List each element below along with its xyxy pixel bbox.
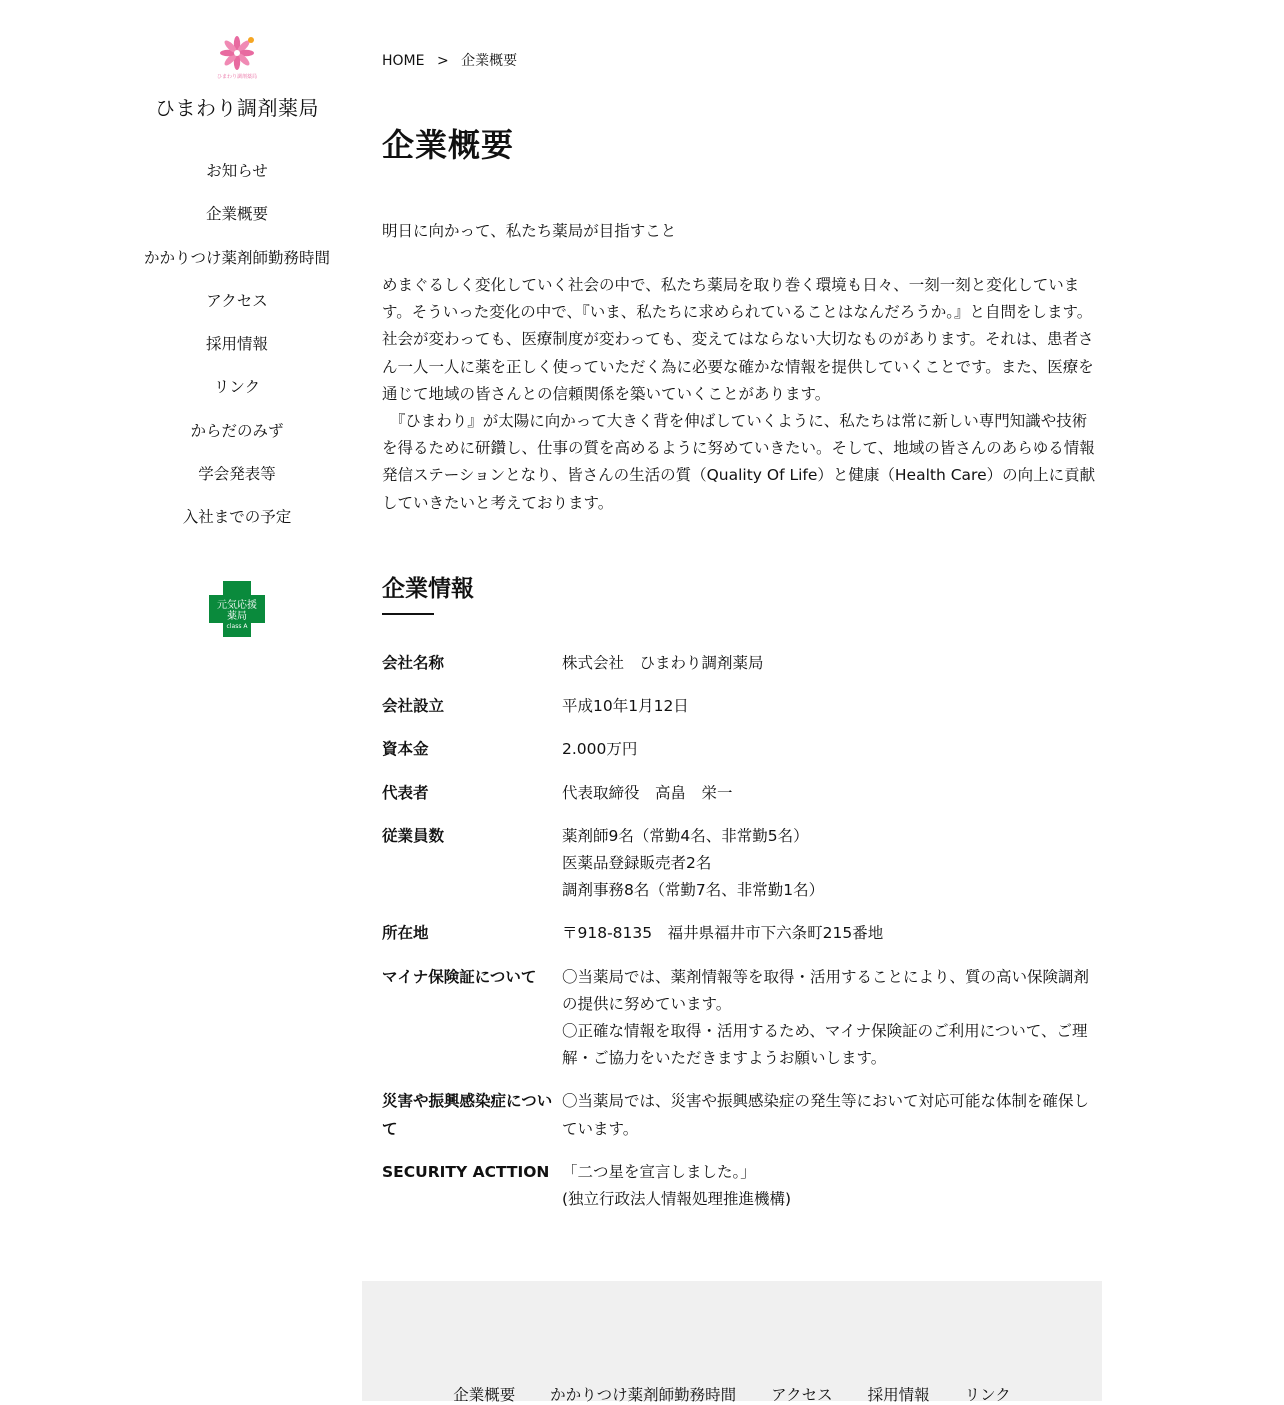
breadcrumb-current: 企業概要 bbox=[461, 53, 518, 69]
footer-link-links[interactable]: リンク bbox=[964, 1386, 1011, 1404]
info-value-line: 〇正確な情報を取得・活用するため、マイナ保険証のご利用について、ご理解・ご協力をいただきますようお願いします。 bbox=[562, 1022, 1088, 1068]
info-label: 従業員数 bbox=[382, 826, 445, 845]
footer-nav bbox=[362, 1383, 1102, 1405]
info-value-line: (独立行政法人情報処理推進機構) bbox=[562, 1190, 792, 1209]
info-value bbox=[562, 920, 1102, 963]
nav-link[interactable]: 採用情報 bbox=[205, 335, 268, 354]
badge-line2: 薬局 bbox=[227, 610, 247, 622]
info-value bbox=[562, 964, 1102, 1089]
nav-link[interactable]: かかりつけ薬剤師勤務時間 bbox=[143, 248, 330, 267]
info-label: 会社設立 bbox=[382, 697, 445, 716]
sidebar bbox=[132, 34, 342, 637]
section-underline bbox=[382, 613, 434, 615]
nav-item-presentations[interactable] bbox=[132, 464, 342, 507]
breadcrumb-home-link[interactable]: HOME bbox=[382, 53, 425, 69]
footer-link-access[interactable]: アクセス bbox=[771, 1386, 833, 1404]
info-value bbox=[562, 780, 1102, 823]
breadcrumb bbox=[382, 50, 517, 70]
nav-item-access[interactable] bbox=[132, 291, 342, 334]
nav-link[interactable]: お知らせ bbox=[206, 162, 268, 180]
info-value bbox=[562, 693, 1102, 736]
footer-link-company[interactable]: 企業概要 bbox=[453, 1386, 516, 1404]
genki-pharmacy-badge[interactable] bbox=[209, 581, 265, 637]
intro-text bbox=[382, 272, 1102, 517]
info-value-line: 調剤事務8名（常勤7名、非常勤1名） bbox=[562, 881, 825, 900]
info-label: 資本金 bbox=[382, 740, 429, 759]
nav-link[interactable]: からだのみず bbox=[190, 421, 284, 440]
badge-line1: 元気応援 bbox=[217, 599, 257, 611]
section-title-company-info: 企業情報 bbox=[382, 576, 474, 602]
nav-item-links[interactable] bbox=[132, 377, 342, 420]
info-value bbox=[562, 1088, 1102, 1158]
info-label: 災害や振興感染症について bbox=[382, 1092, 553, 1138]
info-value bbox=[562, 1159, 1102, 1229]
nav-link[interactable]: 企業概要 bbox=[205, 205, 268, 224]
nav-link[interactable]: 入社までの予定 bbox=[182, 508, 292, 527]
table-row bbox=[382, 920, 1102, 963]
flower-icon bbox=[215, 34, 259, 78]
info-value bbox=[562, 823, 1102, 921]
info-value bbox=[562, 736, 1102, 779]
footer-link-recruit[interactable]: 採用情報 bbox=[867, 1386, 930, 1404]
sunflower-logo[interactable] bbox=[215, 34, 259, 78]
sidebar-nav bbox=[132, 161, 342, 551]
info-value-line: 医薬品登録販売者2名 bbox=[562, 854, 712, 873]
lead-text: 明日に向かって、私たち薬局が目指すこと bbox=[382, 222, 677, 240]
info-label: マイナ保険証について bbox=[382, 967, 537, 986]
table-row bbox=[382, 780, 1102, 823]
nav-item-pre-joining[interactable] bbox=[132, 507, 342, 550]
info-value-line: 「二つ星を宣言しました。」 bbox=[562, 1162, 756, 1181]
info-label: 所在地 bbox=[382, 924, 429, 943]
table-row bbox=[382, 964, 1102, 1089]
nav-item-company[interactable] bbox=[132, 204, 342, 247]
nav-item-recruit[interactable] bbox=[132, 334, 342, 377]
info-value-line: 2.000万円 bbox=[562, 740, 638, 759]
intro-paragraph: めまぐるしく変化していく社会の中で、私たち薬局を取り巻く環境も日々、一刻一刻と変化しています。そういった変化の中で、『いま、私たちに求められていることはなんだろうか。』と自問をします。社会が変わっても、医療制度が変わっても、変えてはならない大切なものがあります。それは、患者さん一人一人に薬を正しく使っていただく為に必要な確かな情報を提供していくことです。また、医療を通じて地域の皆さんとの信頼関係を築いていくことがあります。 bbox=[382, 276, 1094, 403]
nav-item-news[interactable] bbox=[132, 161, 342, 204]
nav-link[interactable]: 学会発表等 bbox=[198, 465, 276, 484]
nav-item-body-water[interactable] bbox=[132, 421, 342, 464]
nav-link[interactable]: アクセス bbox=[206, 291, 268, 310]
nav-link[interactable]: リンク bbox=[213, 378, 261, 397]
info-value-line: 薬剤師9名（常勤4名、非常勤5名） bbox=[562, 826, 809, 845]
table-row bbox=[382, 736, 1102, 779]
info-label: 代表者 bbox=[382, 783, 429, 802]
info-value-line: 〇当薬局では、薬剤情報等を取得・活用することにより、質の高い保険調剤の提供に努めています。 bbox=[562, 967, 1090, 1013]
badge-line3: class A bbox=[226, 622, 248, 630]
table-row bbox=[382, 1088, 1102, 1158]
footer-link-pharmacist-hours[interactable]: かかりつけ薬剤師勤務時間 bbox=[550, 1386, 737, 1404]
site-name[interactable]: ひまわり調剤薬局 bbox=[155, 96, 319, 120]
table-row bbox=[382, 823, 1102, 921]
info-label: 会社名称 bbox=[382, 654, 445, 672]
table-row bbox=[382, 650, 1102, 693]
info-value bbox=[562, 650, 1102, 693]
info-value-line: 〒918-8135 福井県福井市下六条町215番地 bbox=[562, 924, 884, 943]
company-info-table bbox=[382, 650, 1102, 1229]
intro-paragraph: 『ひまわり』が太陽に向かって大きく背を伸ばしていくように、私たちは常に新しい専門知識や技術を得るために研鑽し、仕事の質を高めるように努めていきたい。そして、地域の皆さんのあらゆる情報発信ステーションとなり、皆さんの生活の質（Quality Of Life）と健康（Health Care）の向上に貢献していきたいと考えております。 bbox=[382, 412, 1096, 512]
table-row bbox=[382, 1159, 1102, 1229]
info-value-line: 平成10年1月12日 bbox=[562, 697, 689, 716]
logo-caption: ひまわり調剤薬局 bbox=[216, 74, 257, 80]
table-row bbox=[382, 693, 1102, 736]
page-title: 企業概要 bbox=[382, 126, 515, 164]
info-value-line: 代表取締役 高畠 栄一 bbox=[562, 783, 733, 802]
info-value-line: 〇当薬局では、災害や振興感染症の発生等において対応可能な体制を確保しています。 bbox=[562, 1092, 1090, 1138]
info-label: SECURITY ACTTION bbox=[382, 1162, 550, 1181]
info-value-line: 株式会社 ひまわり調剤薬局 bbox=[562, 654, 764, 672]
footer bbox=[362, 1281, 1102, 1404]
nav-item-pharmacist-hours[interactable] bbox=[132, 248, 342, 291]
breadcrumb-separator: > bbox=[436, 53, 449, 69]
